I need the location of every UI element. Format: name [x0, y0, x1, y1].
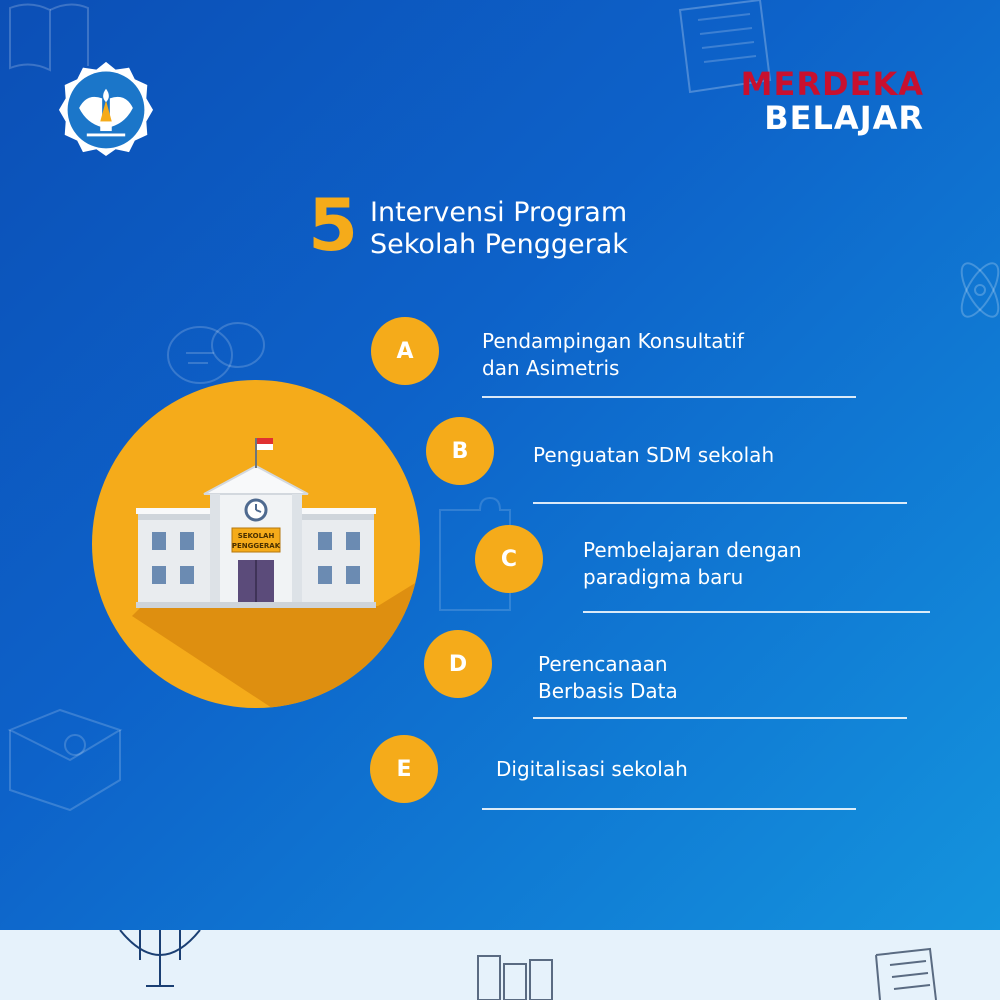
- title-text: [370, 197, 628, 261]
- item-label-line-2: paradigma baru: [583, 565, 744, 589]
- item-divider: [482, 396, 856, 398]
- title-line-1: Intervensi Program: [370, 197, 628, 228]
- item-divider: [583, 611, 930, 613]
- item-label: [533, 442, 774, 469]
- item-label: [482, 328, 744, 382]
- brand-line-belajar: BELAJAR: [764, 99, 924, 137]
- papers-doodle-icon: [870, 945, 960, 1000]
- atom-doodle-icon: [940, 240, 1000, 340]
- item-label-line-2: Berbasis Data: [538, 679, 678, 703]
- merdeka-belajar-brand: [740, 65, 924, 137]
- item-label-line-1: Digitalisasi sekolah: [496, 757, 688, 781]
- item-label-line-1: Penguatan SDM sekolah: [533, 443, 775, 467]
- item-label: [496, 756, 688, 783]
- item-label: [583, 537, 802, 591]
- books-doodle-icon: [470, 950, 570, 1000]
- item-label-line-1: Perencanaan: [538, 652, 668, 676]
- globe-doodle-icon: [110, 930, 210, 1000]
- item-label-line-1: Pendampingan Konsultatif: [482, 329, 744, 353]
- item-letter-badge: C: [475, 525, 543, 593]
- title-line-2: Sekolah Penggerak: [370, 229, 628, 260]
- item-label-line-2: dan Asimetris: [482, 356, 620, 380]
- open-book-doodle-icon: [0, 700, 130, 820]
- brand-line-merdeka: MERDEKA: [740, 65, 924, 103]
- item-divider: [533, 717, 907, 719]
- item-label-line-1: Pembelajaran dengan: [583, 538, 802, 562]
- item-letter-badge: B: [426, 417, 494, 485]
- title-number: 5: [308, 183, 359, 267]
- item-divider: [533, 502, 907, 504]
- item-letter-badge: E: [370, 735, 438, 803]
- item-label: [538, 651, 678, 705]
- tut-wuri-handayani-logo-icon: [58, 60, 154, 156]
- sign-line-2: PENGGERAK: [231, 542, 281, 550]
- item-divider: [482, 808, 856, 810]
- sign-line-1: SEKOLAH: [237, 532, 275, 540]
- school-building-illustration: [92, 380, 420, 708]
- item-letter-badge: A: [371, 317, 439, 385]
- item-letter-badge: D: [424, 630, 492, 698]
